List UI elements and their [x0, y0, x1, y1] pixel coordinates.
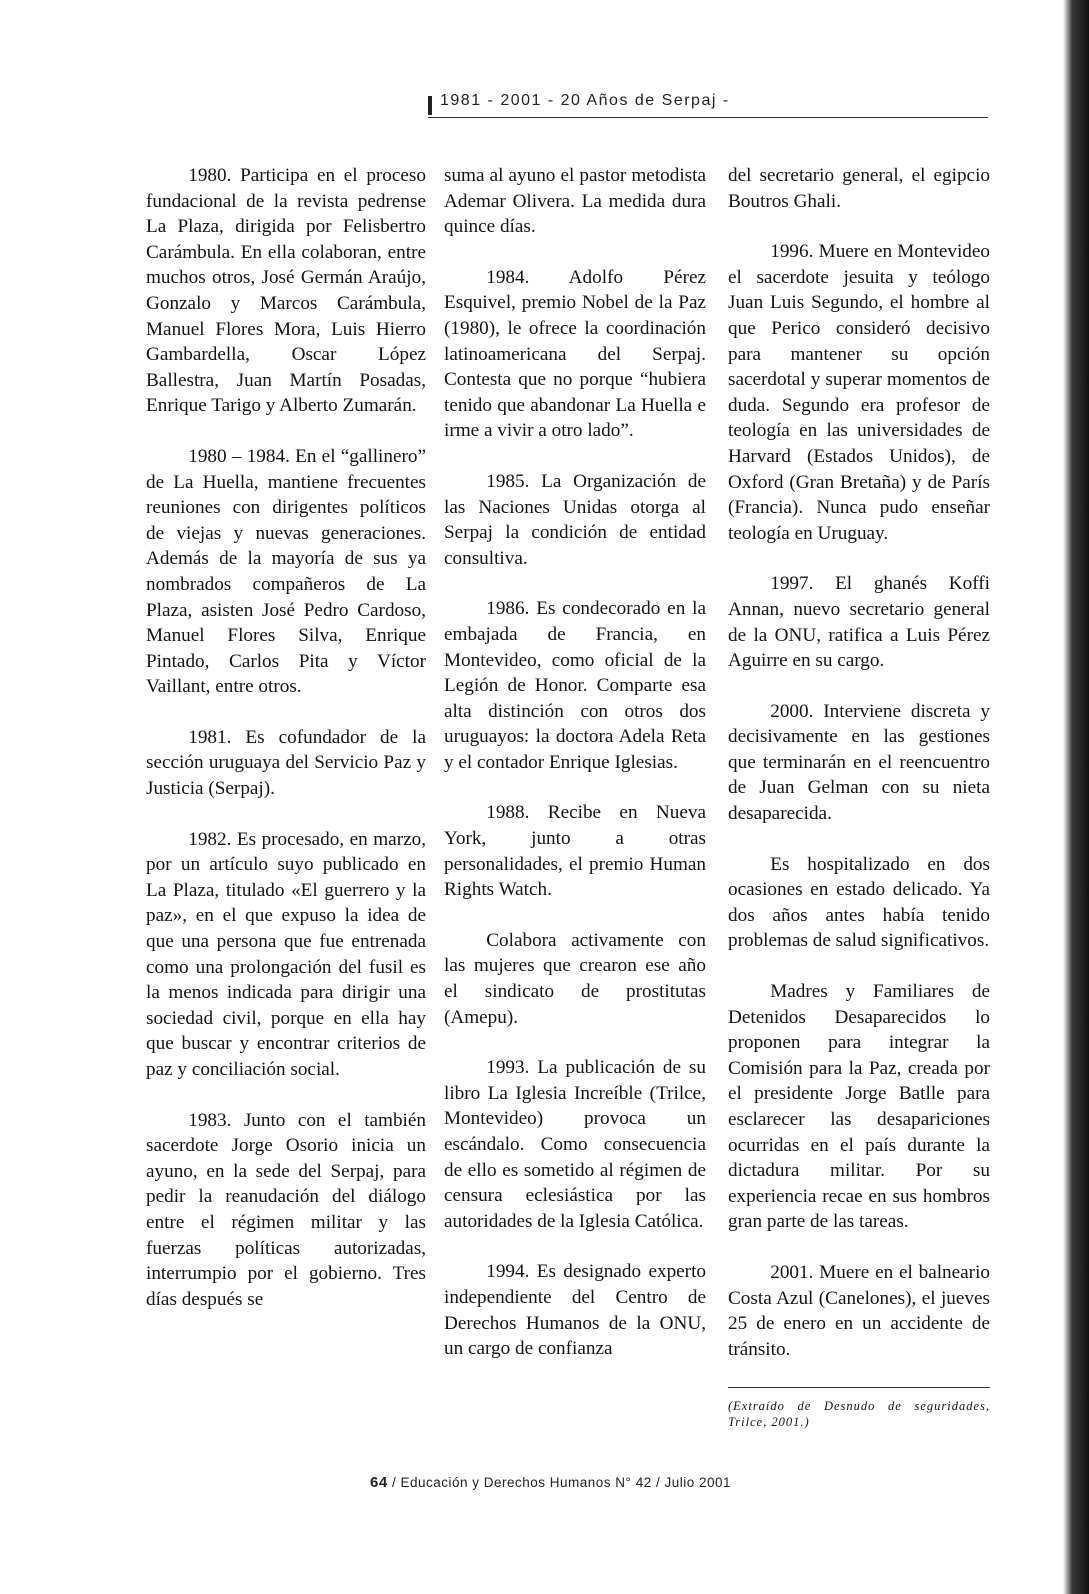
footnote-rule: [728, 1387, 990, 1388]
running-header: [428, 92, 988, 118]
paragraph: 1981. Es cofundador de la sección uruguaya del Servicio Paz y Justicia (Serpaj).: [146, 726, 426, 800]
paragraph: 1985. La Organización de las Naciones Unidas otorga al Serpaj la condición de entidad consultiva.: [444, 470, 706, 569]
paragraph: 1983. Junto con el también sacerdote Jorge Osorio inicia un ayuno, en la sede del Serpaj, para pedir la reanudación del diálogo entre el régimen militar y las fuerzas políticas autorizadas, interrumpio por el gobierno. Tres días después se: [146, 1109, 426, 1310]
paragraph: 1997. El ghanés Koffi Annan, nuevo secretario general de la ONU, ratifica a Luis Pérez Aguirre en su cargo.: [728, 573, 990, 672]
paragraph: 1993. La publicación de su libro La Iglesia Increíble (Trilce, Montevideo) provoca un escándalo. Como consecuencia de ello es sometido al régimen de censura eclesiástica por las autoridades de la Iglesia Católica.: [444, 1057, 706, 1232]
paragraph: 2001. Muere en el balneario Costa Azul (Canelones), el jueves 25 de enero en un accidente de tránsito.: [728, 1261, 990, 1360]
paragraph: 1996. Muere en Montevideo el sacerdote jesuita y teólogo Juan Luis Segundo, el hombre al que Perico consideró decisivo para mantener su opción sacerdotal y superar momentos de duda. Segundo era profesor de teología en las universidades de Harvard (Estados Unidos), de Oxford (Gran Bretaña) y de París (Francia). Nunca pudo enseñar teología en Uruguay.: [728, 241, 990, 544]
paragraph: 1980 – 1984. En el “gallinero” de La Huella, mantiene frecuentes reuniones con dirigentes políticos de viejas y nuevas generaciones. Además de la mayoría de sus ya nombrados compañeros de La Plaza, asisten José Pedro Cardoso, Manuel Flores Silva, Enrique Pintado, Carlos Pita y Víctor Vaillant, entre otros.: [146, 445, 426, 698]
paragraph-continued: del secretario general, el egipcio Boutros Ghali.: [728, 165, 990, 212]
paragraph: 2000. Interviene discreta y decisivamente en las gestiones que terminarán en el reencuentro de Juan Gelman con su nieta desaparecida.: [728, 700, 990, 825]
paragraph: 1984. Adolfo Pérez Esquivel, premio Nobel de la Paz (1980), le ofrece la coordinación latinoamericana del Serpaj. Contesta que no porque “hubiera tenido que abandonar La Huella e irme a vivir a otro lado”.: [444, 266, 706, 442]
paragraph: 1980. Participa en el proceso fundacional de la revista pedrense La Plaza, dirigida por Felisbertro Carámbula. En ella colaboran, entre muchos otros, José Germán Araújo, Gonzalo y Marcos Carámbula, Manuel Flores Mora, Luis Hierro Gambardella, Oscar López Ballestra, Juan Martín Posadas, Enrique Tarigo y Alberto Zumarán.: [146, 165, 426, 417]
paragraph: 1994. Es designado experto independiente del Centro de Derechos Humanos de la ONU, un cargo de confianza: [444, 1261, 706, 1360]
paragraph: 1982. Es procesado, en marzo, por un artículo suyo publicado en La Plaza, titulado «El guerrero y la paz», en el que expuso la idea de que una persona que fue entrenada como una prolongación del fusil es la menos indicada para dirigir una sociedad civil, porque en ella hay que buscar y encontrar criterios de paz y conciliación social.: [146, 828, 426, 1080]
paragraph: Madres y Familiares de Detenidos Desaparecidos lo proponen para integrar la Comisión para la Paz, creada por el presidente Jorge Batlle para esclarecer las desapariciones ocurridas en el país durante la dictadura militar. Por su experiencia recae en sus hombros gran parte de las tareas.: [728, 981, 990, 1233]
header-rule: [428, 117, 988, 118]
header-bar: [428, 96, 432, 115]
paragraph: 1986. Es condecorado en la embajada de Francia, en Montevideo, como oficial de la Legión de Honor. Comparte esa alta distinción con otros dos uruguayos: la doctora Adela Reta y el contador Enrique Iglesias.: [444, 598, 706, 773]
column-1: [146, 163, 426, 1337]
footnote: (Extraído de Desnudo de seguridades, Trilce, 2001.): [728, 1399, 990, 1430]
paragraph: Es hospitalizado en dos ocasiones en estado delicado. Ya dos años antes había tenido problemas de salud significativos.: [728, 853, 990, 952]
paragraph: Colabora activamente con las mujeres que crearon ese año el sindicato de prostitutas (Amepu).: [444, 929, 706, 1028]
page-number: 64: [370, 1474, 388, 1491]
header-text: 1981 - 2001 - 20 Años de Serpaj -: [440, 92, 730, 109]
page-footer: [370, 1474, 731, 1491]
column-2: [444, 163, 706, 1387]
column-3: [728, 163, 990, 1455]
page-edge-shadow: [1063, 0, 1089, 1594]
paragraph: 1988. Recibe en Nueva York, junto a otras personalidades, el premio Human Rights Watch.: [444, 802, 706, 901]
footer-text: / Educación y Derechos Humanos N° 42 / Julio 2001: [391, 1475, 732, 1490]
paragraph-continued: suma al ayuno el pastor metodista Ademar Olivera. La medida dura quince días.: [444, 165, 706, 238]
